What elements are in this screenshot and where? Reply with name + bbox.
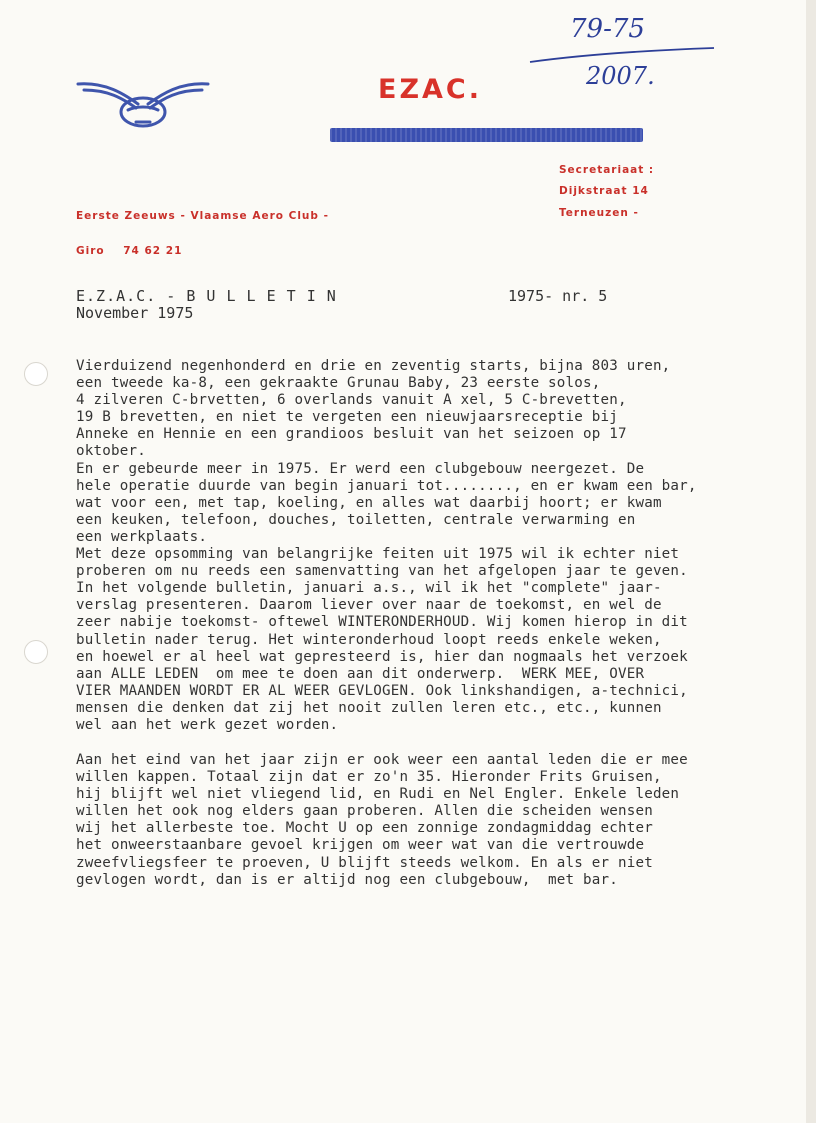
handwritten-note-1: 79-75 [570,14,645,44]
page-edge [806,0,816,1123]
issue-date: November 1975 [76,304,194,322]
punch-hole-top [24,362,48,386]
club-wings-logo-icon [76,76,210,132]
body-paragraph-1: Vierduizend negenhonderd en drie en zeventig starts, bijna 803 uren, een tweede ka-8, een gekraakte Grunau Baby, 23 eerste solos, 4 zilveren C-brvetten, 6 overlands vanuit A xel, 5 C-brevetten, 19 B brevetten, en niet te vergeten een nieuwjaarsreceptie bij Anneke en Hennie en een grandioos besluit van het seizoen op 17 oktober. En er gebeurde meer in 1975. Er werd een clubgebouw neergezet. De hele operatie duurde van begin januari tot........, en er kwam een bar, wat voor een, met tap, koeling, en alles wat daarbij hoort; er kwam een keuken, telefoon, douches, toiletten, centrale verwarming en een werkplaats. Met deze opsomming van belangrijke feiten uit 1975 wil ik echter niet proberen om nu reeds een samenvatting van het afgelopen jaar te geven. In het volgende bulletin, januari a.s., wil ik het "complete" jaar- verslag presenteren. Daarom liever over naar de toekomst, en wel de zeer nabije toekomst- oftewel WINTERONDERHOUD. Wij komen hierop in dit bulletin nader terug. Het winteronderhoud loopt reeds enkele weken, en hoewel er al heel wat gepresteerd is, hier dan nogmaals het verzoek aan ALLE LEDEN om mee te doen aan dit onderwerp. WERK MEE, OVER VIER MAANDEN WORDT ER AL WEER GEVLOGEN. Ook linkshandigen, a-technici, mensen die denken dat zij het nooit zullen leren etc., etc., kunnen wel aan het werk gezet worden. [76,358,697,733]
club-full-name: Eerste Zeeuws - Vlaamse Aero Club - [76,210,329,222]
address-line-2: Dijkstraat 14 [559,185,649,197]
club-brand-name: EZAC. [378,74,482,105]
giro-number: Giro 74 62 21 [76,245,183,257]
address-line-1: Secretariaat : [559,164,655,176]
punch-hole-bottom [24,640,48,664]
address-line-3: Terneuzen - [559,207,639,219]
issue-number: 1975- nr. 5 [508,287,608,305]
bulletin-title: E.Z.A.C. - B U L L E T I N [76,287,337,305]
handwritten-note-2: 2007. [586,62,655,90]
body-paragraph-2: Aan het eind van het jaar zijn er ook weer een aantal leden die er mee willen kappen. Totaal zijn dat er zo'n 35. Hieronder Frits Gruisen, hij blijft wel niet vliegend lid, en Rudi en Nel Engler. Enkele leden willen het ook nog elders gaan proberen. Allen die scheiden wensen wij het allerbeste toe. Mocht U op een zonnige zondagmiddag echter het onweerstaanbare gevoel krijgen om weer wat van die vertrouwde zweefvliegsfeer te proeven, U blijft steeds welkom. En als er niet gevlogen wordt, dan is er altijd nog een clubgebouw, met bar. [76,752,688,888]
stamped-blue-bar [330,128,643,142]
